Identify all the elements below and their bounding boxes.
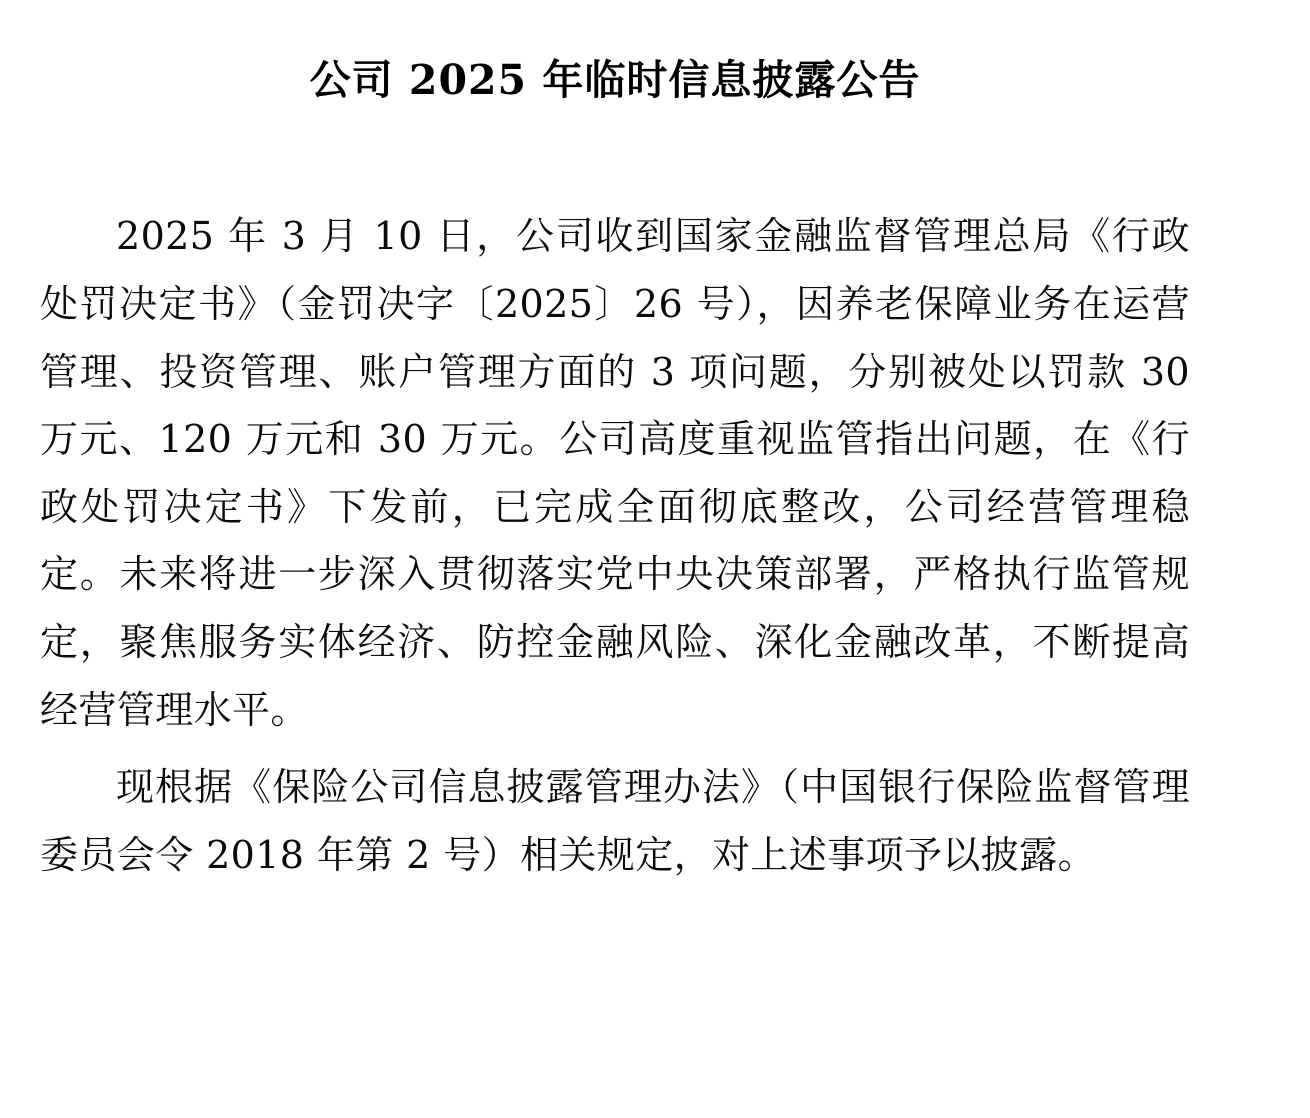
paragraph-disclosure-basis: 现根据《保险公司信息披露管理办法》（中国银行保险监督管理委员会令 2018 年第 2 号）相关规定，对上述事项予以披露。 <box>40 765 1190 877</box>
paragraph-penalty-notice: 2025 年 3 月 10 日，公司收到国家金融监督管理总局《行政处罚决定书》（金罚决字〔2025〕26 号），因养老保障业务在运营管理、投资管理、账户管理方面的 3 项问题，分别被处以罚款 30 万元、120 万元和 30 万元。公司高度重视监管指出问题，在《行政处罚决定书》下发前，已完成全面彻底整改，公司经营管理稳定。未来将进一步深入贯彻落实党中央决策部署，严格执行监管规定，聚焦服务实体经济、防控金融风险、深化金融改革，不断提高经营管理水平。 <box>40 214 1190 732</box>
document-body <box>40 203 1190 889</box>
page-title: 公司 2025 年临时信息披露公告 <box>309 56 921 104</box>
